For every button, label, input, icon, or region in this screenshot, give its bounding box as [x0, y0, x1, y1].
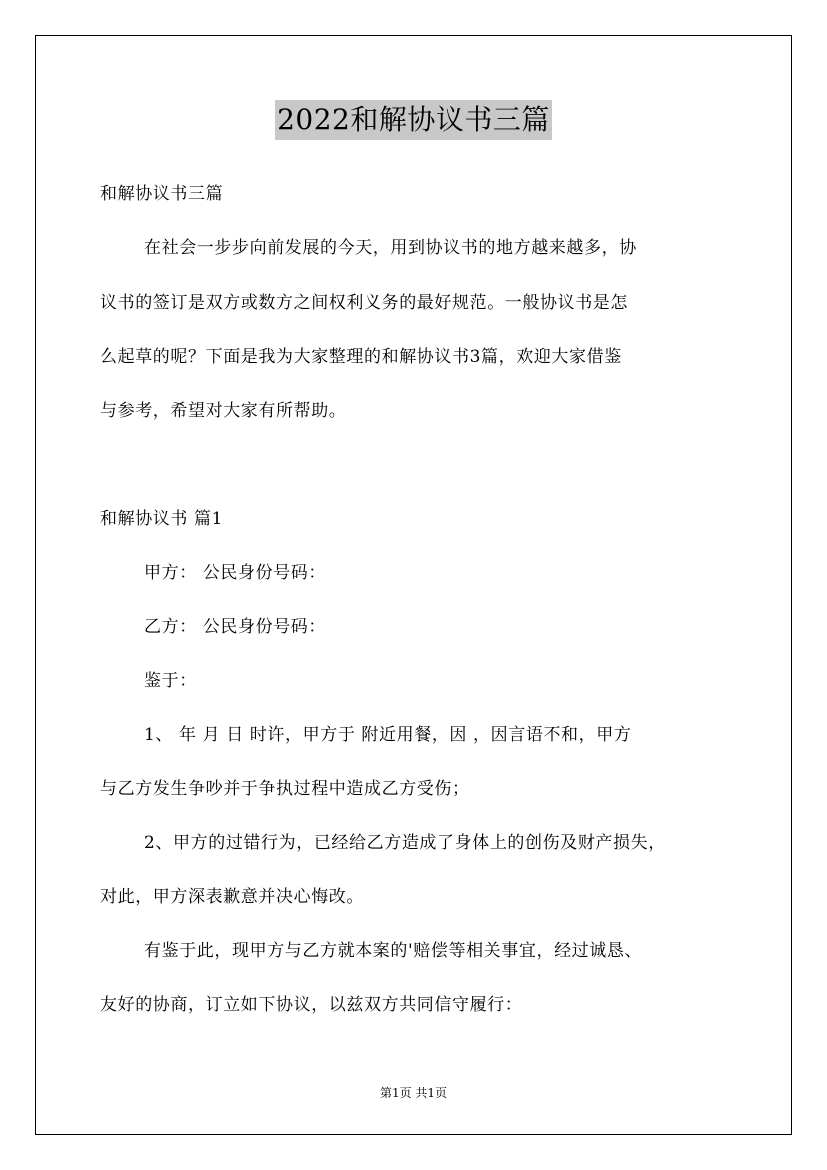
- paragraph-line: 与乙方发生争吵并于争执过程中造成乙方受伤；: [100, 779, 470, 799]
- title-container: [0, 100, 827, 140]
- page-footer: 第1页 共1页: [379, 1086, 448, 1100]
- paragraph-line: 对此，甲方深表歉意并决心悔改。: [100, 887, 364, 907]
- paragraph-line: 2、甲方的过错行为，已经给乙方造成了身体上的创伤及财产损失，: [144, 833, 666, 853]
- paragraph-line: 在社会一步步向前发展的今天，用到协议书的地方越来越多，协: [144, 238, 637, 258]
- paragraph-line: 甲方： 公民身份号码：: [144, 563, 327, 583]
- paragraph-line: 鉴于：: [144, 671, 197, 691]
- paragraph-line: 乙方： 公民身份号码：: [144, 617, 327, 637]
- paragraph-line: 有鉴于此，现甲方与乙方就本案的'赔偿等相关事宜，经过诚恳、: [144, 941, 643, 961]
- paragraph-line: 与参考，希望对大家有所帮助。: [100, 401, 347, 421]
- section-heading: 和解协议书 篇1: [100, 509, 224, 529]
- paragraph-line: 议书的签订是双方或数方之间权利义务的最好规范。一般协议书是怎: [100, 293, 628, 313]
- paragraph-line: 么起草的呢？下面是我为大家整理的和解协议书3篇，欢迎大家借鉴: [100, 347, 622, 367]
- paragraph-line: 友好的协商，订立如下协议，以兹双方共同信守履行：: [100, 995, 523, 1015]
- section-heading: 和解协议书三篇: [100, 184, 224, 204]
- paragraph-line: 1、 年 月 日 时许，甲方于 附近用餐，因 ，因言语不和，甲方: [144, 725, 632, 745]
- document-title: 2022和解协议书三篇: [275, 100, 552, 140]
